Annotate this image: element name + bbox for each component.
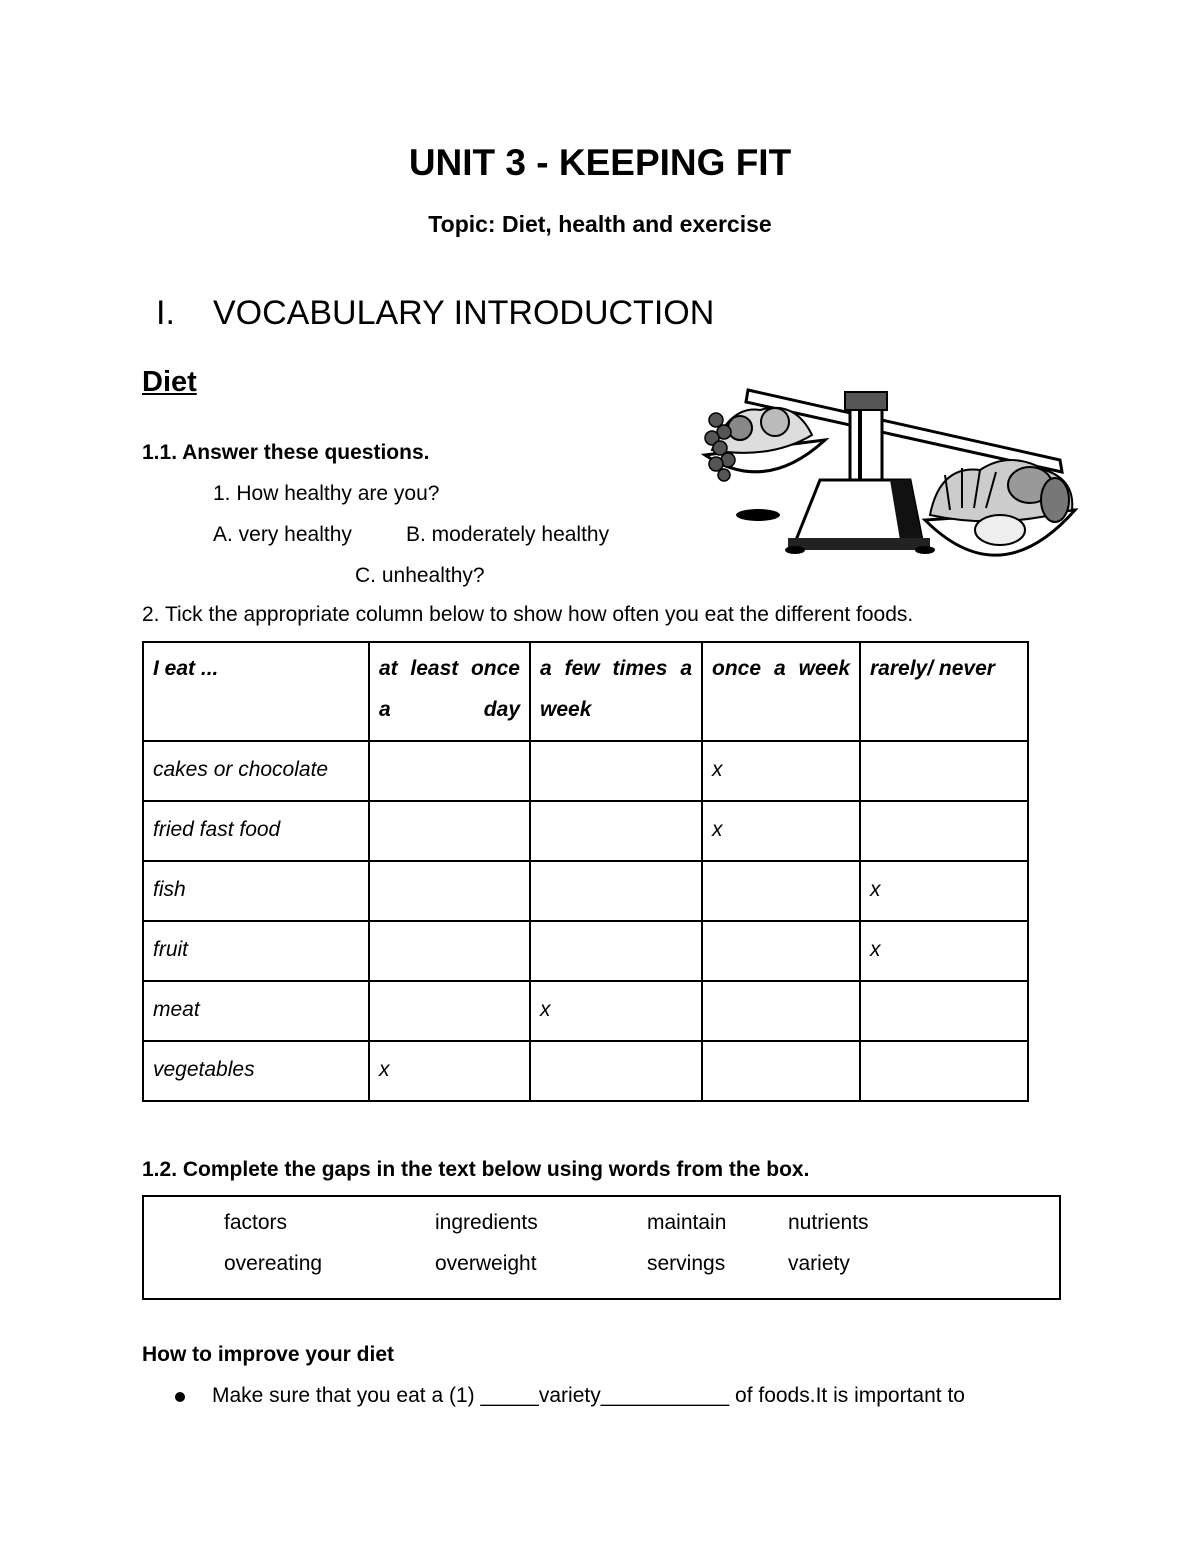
tick-cell[interactable] <box>702 981 860 1041</box>
tick-cell[interactable] <box>530 861 702 921</box>
tick-cell[interactable] <box>369 801 530 861</box>
tick-cell[interactable] <box>530 741 702 801</box>
food-cell: vegetables <box>143 1041 369 1101</box>
header-cell: I eat ... <box>143 642 369 741</box>
table-row <box>143 741 1028 801</box>
tick-cell[interactable]: x <box>702 741 860 801</box>
improve-diet-heading: How to improve your diet <box>142 1343 395 1366</box>
tick-cell[interactable]: x <box>702 801 860 861</box>
word-item: overweight <box>435 1252 537 1275</box>
tick-cell[interactable] <box>369 981 530 1041</box>
page-title: UNIT 3 - KEEPING FIT <box>408 142 792 183</box>
table-header-row <box>143 642 1028 741</box>
header-cell: at least once a day <box>369 642 530 741</box>
exercise-1-2-heading: 1.2. Complete the gaps in the text below using words from the box. <box>142 1158 810 1181</box>
tick-cell[interactable]: x <box>530 981 702 1041</box>
table-row <box>143 981 1028 1041</box>
table-row <box>143 1041 1028 1101</box>
tick-cell[interactable] <box>702 861 860 921</box>
tick-cell[interactable] <box>860 981 1028 1041</box>
section-title: VOCABULARY INTRODUCTION <box>213 294 715 332</box>
tick-cell[interactable] <box>530 1041 702 1101</box>
tick-cell[interactable]: x <box>369 1041 530 1101</box>
exercise-2-instruction: 2. Tick the appropriate column below to show how often you eat the different foods. <box>142 603 914 626</box>
tick-cell[interactable] <box>860 741 1028 801</box>
tick-cell[interactable] <box>702 1041 860 1101</box>
tick-cell[interactable] <box>702 921 860 981</box>
option-a: A. very healthy <box>213 523 352 546</box>
word-item: nutrients <box>788 1211 869 1234</box>
balance-scale-illustration <box>700 380 1080 580</box>
tick-cell[interactable]: x <box>860 861 1028 921</box>
tick-cell[interactable] <box>369 741 530 801</box>
food-cell: fish <box>143 861 369 921</box>
food-frequency-table <box>142 641 1029 1102</box>
header-cell: a few times a week <box>530 642 702 741</box>
table-row <box>143 861 1028 921</box>
bullet-dot <box>175 1392 185 1402</box>
table-row <box>143 801 1028 861</box>
word-item: ingredients <box>435 1211 538 1234</box>
word-item: overeating <box>224 1252 323 1275</box>
header-cell: rarely/ never <box>860 642 1028 741</box>
word-box <box>142 1195 1061 1300</box>
tick-cell[interactable] <box>369 921 530 981</box>
topic-subtitle: Topic: Diet, health and exercise <box>428 211 772 237</box>
question-text: 1. How healthy are you? <box>213 482 440 505</box>
tick-cell[interactable] <box>860 801 1028 861</box>
header-cell: once a week <box>702 642 860 741</box>
word-item: servings <box>647 1252 726 1275</box>
tick-cell[interactable]: x <box>860 921 1028 981</box>
option-b: B. moderately healthy <box>406 523 610 546</box>
word-item: variety <box>788 1252 850 1275</box>
table-row <box>143 921 1028 981</box>
option-c: C. unhealthy? <box>355 564 485 587</box>
word-item: maintain <box>647 1211 727 1234</box>
tick-cell[interactable] <box>530 801 702 861</box>
section-number: I. <box>156 294 175 332</box>
tick-cell[interactable] <box>369 861 530 921</box>
tick-cell[interactable] <box>860 1041 1028 1101</box>
bullet-text: Make sure that you eat a (1) _____variety___________ of foods.It is important to <box>212 1384 965 1407</box>
food-cell: meat <box>143 981 369 1041</box>
diet-heading: Diet <box>142 366 197 398</box>
food-cell: fried fast food <box>143 801 369 861</box>
food-cell: cakes or chocolate <box>143 741 369 801</box>
food-cell: fruit <box>143 921 369 981</box>
tick-cell[interactable] <box>530 921 702 981</box>
word-item: factors <box>224 1211 288 1234</box>
exercise-1-1-heading: 1.1. Answer these questions. <box>142 441 430 464</box>
